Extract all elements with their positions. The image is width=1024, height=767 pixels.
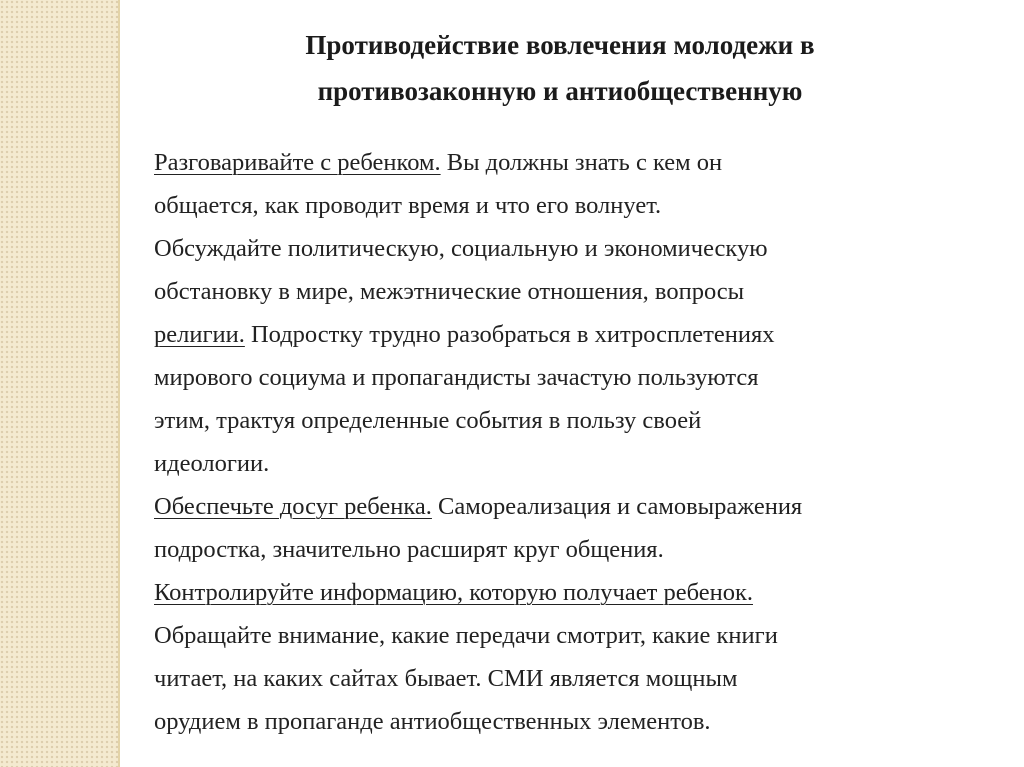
- text-line: орудием в пропаганде антиобщественных элементов.: [154, 708, 711, 735]
- text-line: [154, 313, 1004, 356]
- text-line: обстановку в мире, межэтнические отношения, вопросы: [154, 278, 745, 305]
- text-line: идеологии.: [154, 450, 270, 477]
- text-line: Обсуждайте политическую, социальную и экономическую: [154, 235, 768, 262]
- text-fragment: Подростку трудно разобраться в хитросплетениях: [244, 321, 775, 348]
- text-line: общается, как проводит время и что его волнует.: [154, 192, 662, 219]
- underlined-heading: Контролируйте информацию, которую получает ребенок.: [154, 579, 753, 606]
- text-line: Обращайте внимание, какие передачи смотрит, какие книги: [154, 622, 778, 649]
- slide-title: [130, 22, 990, 114]
- paragraph-talk-to-child: [154, 141, 1004, 485]
- text-line: мирового социума и пропагандисты зачастую пользуются: [154, 364, 759, 391]
- decorative-side-stripe: [0, 0, 120, 767]
- title-line-1: Противодействие вовлечения молодежи в: [305, 30, 815, 60]
- text-line: [154, 141, 1004, 184]
- underlined-heading: Обеспечьте досуг ребенка.: [154, 493, 432, 520]
- text-line: читает, на каких сайтах бывает. СМИ является мощным: [154, 665, 738, 692]
- slide-body: [154, 141, 1004, 743]
- text-fragment: Вы должны знать с кем он: [440, 149, 723, 176]
- text-fragment: Самореализация и самовыражения: [431, 493, 803, 520]
- underlined-word: религии.: [154, 321, 245, 348]
- paragraph-leisure: [154, 485, 1004, 571]
- underlined-heading: Разговаривайте с ребенком.: [154, 149, 441, 176]
- text-line: подростка, значительно расширят круг общения.: [154, 536, 664, 563]
- title-line-2: противозаконную и антиобщественную: [317, 76, 803, 106]
- paragraph-control-information: [154, 571, 1004, 743]
- text-line: этим, трактуя определенные события в пользу своей: [154, 407, 702, 434]
- text-line: [154, 485, 1004, 528]
